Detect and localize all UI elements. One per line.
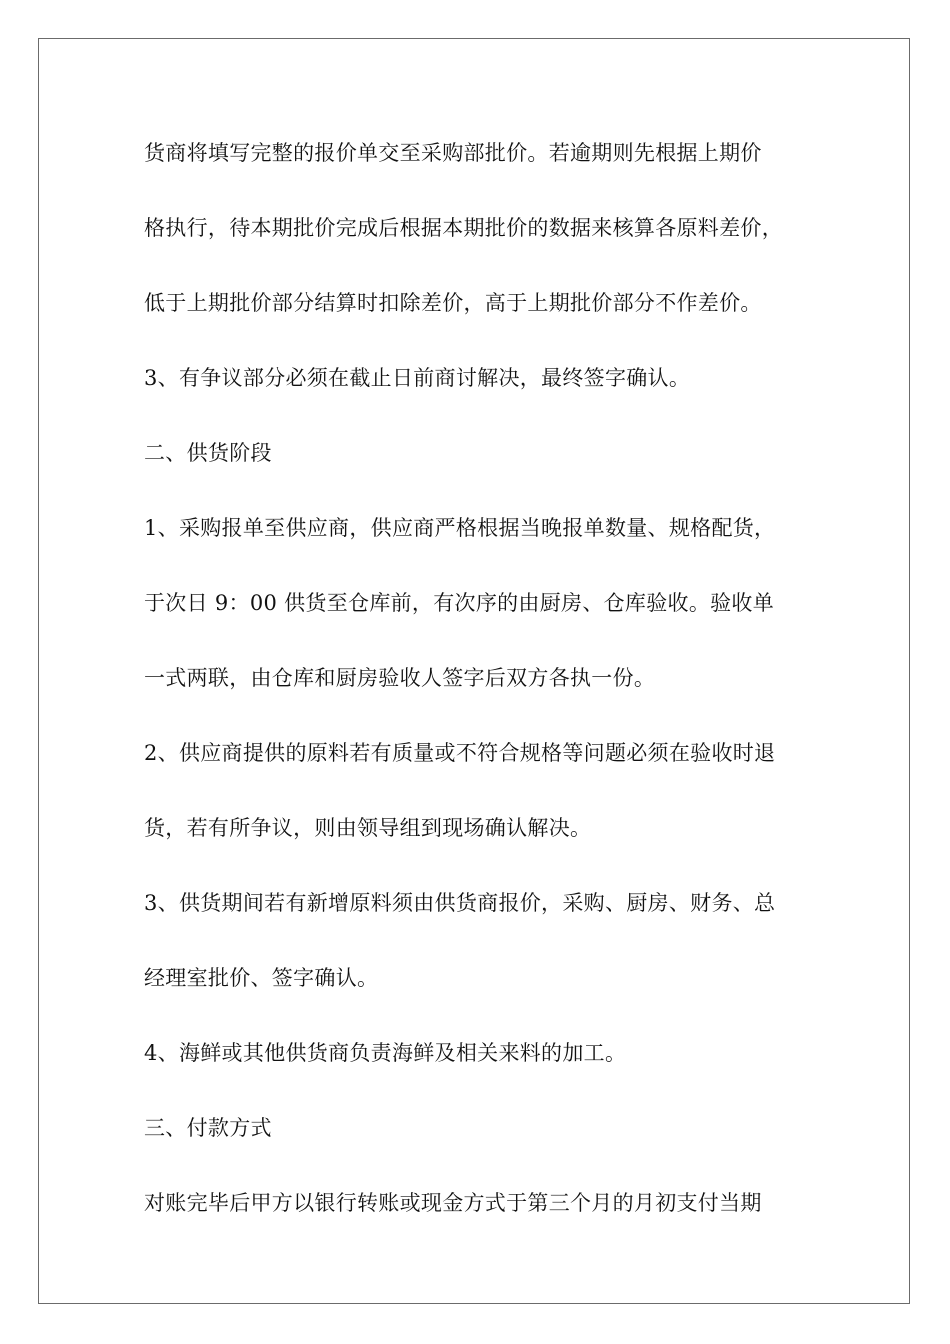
text-line: 货，若有所争议，则由领导组到现场确认解决。: [144, 816, 592, 840]
text-line: 格执行，待本期批价完成后根据本期批价的数据来核算各原料差价，: [144, 216, 783, 240]
text-line: 4、海鲜或其他供货商负责海鲜及相关来料的加工。: [144, 1041, 627, 1065]
text-line: 一式两联，由仓库和厨房验收人签字后双方各执一份。: [144, 666, 656, 690]
text-line: 经理室批价、签字确认。: [144, 966, 379, 990]
text-line: 1、采购报单至供应商，供应商严格根据当晚报单数量、规格配货，: [144, 516, 776, 540]
text-line: 3、供货期间若有新增原料须由供货商报价，采购、厨房、财务、总: [144, 891, 776, 915]
text-line: 低于上期批价部分结算时扣除差价，高于上期批价部分不作差价。: [144, 291, 762, 315]
text-line: 于次日 9：00 供货至仓库前，有次序的由厨房、仓库验收。验收单: [144, 591, 775, 615]
text-line: 2、供应商提供的原料若有质量或不符合规格等问题必须在验收时退: [144, 741, 776, 765]
text-line: 对账完毕后甲方以银行转账或现金方式于第三个月的月初支付当期: [144, 1191, 762, 1215]
text-line: 3、有争议部分必须在截止日前商讨解决，最终签字确认。: [144, 366, 691, 390]
text-line: 货商将填写完整的报价单交至采购部批价。若逾期则先根据上期价: [144, 141, 762, 165]
document-body: [144, 125, 814, 1250]
section-heading: 二、供货阶段: [144, 441, 272, 465]
section-heading: 三、付款方式: [144, 1116, 272, 1140]
